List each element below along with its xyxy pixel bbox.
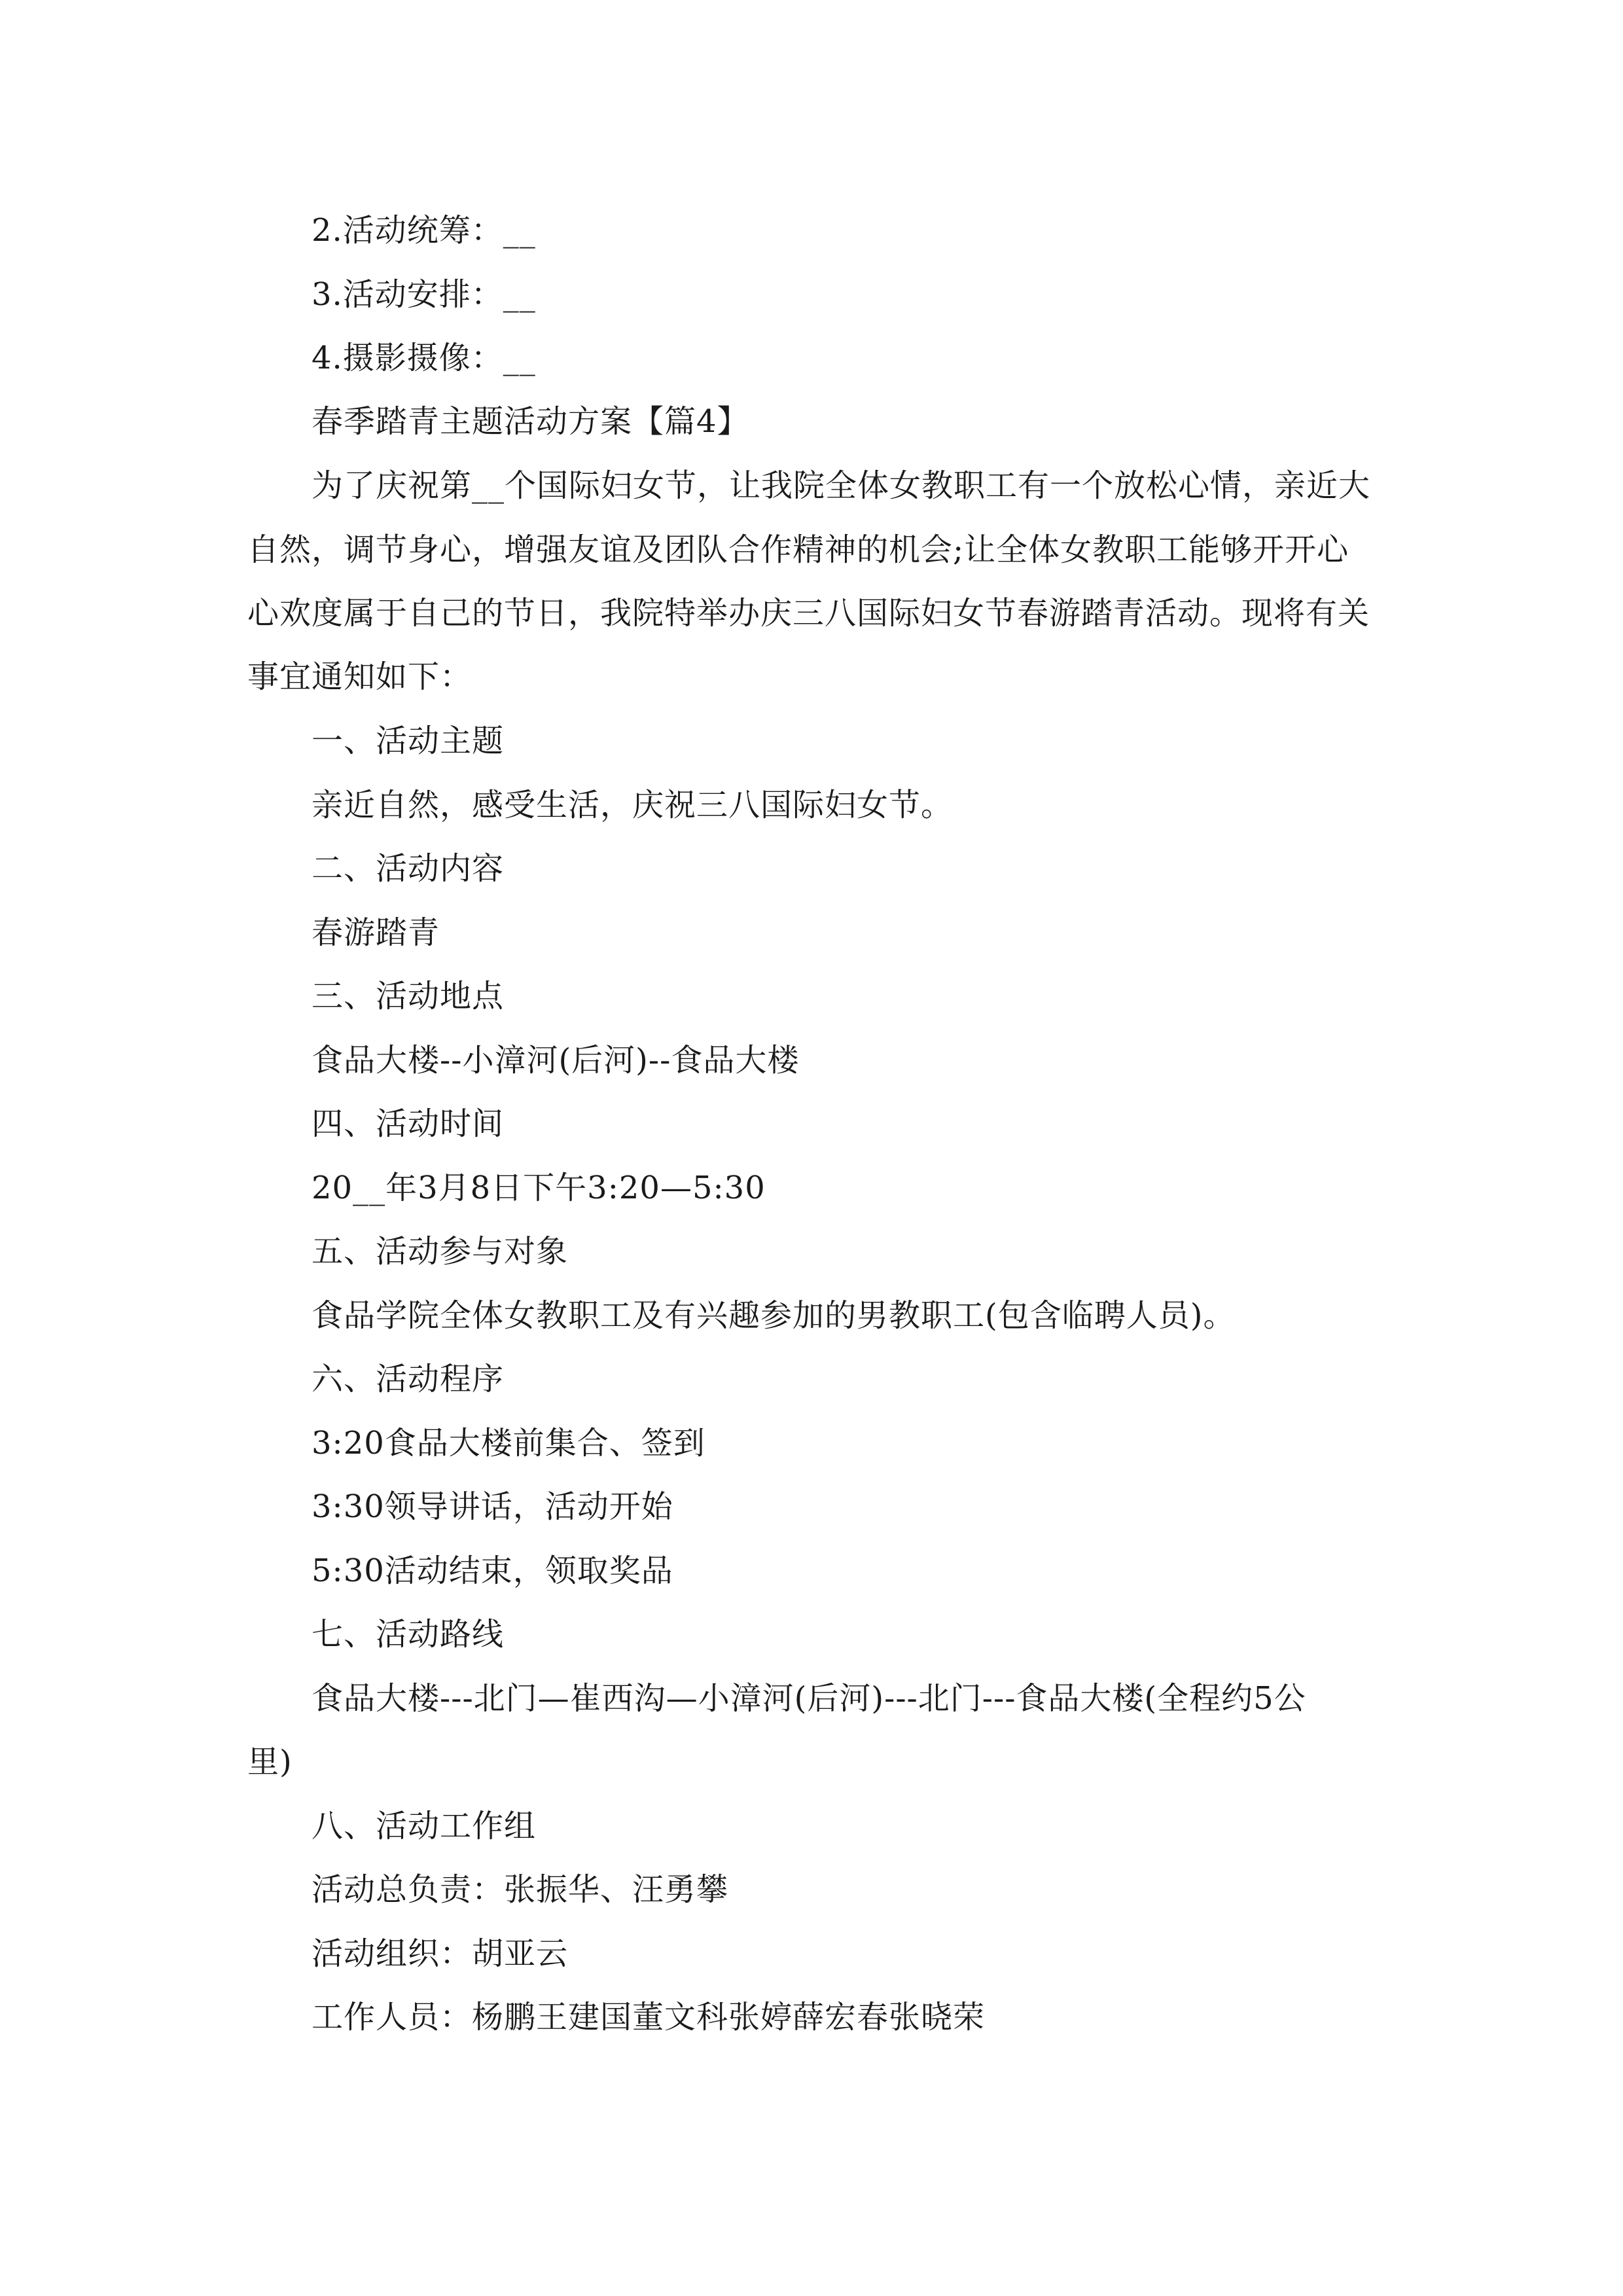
text-activity-content: 春游踏青 — [312, 914, 440, 951]
text-activity-location: 食品大楼--小漳河(后河)--食品大楼 — [312, 1042, 800, 1079]
program-item: 3:20食品大楼前集合、签到 — [312, 1425, 705, 1462]
text-staff: 工作人员：杨鹏王建国董文科张婷薛宏春张晓荣 — [312, 1999, 986, 2036]
text-organizer: 活动组织：胡亚云 — [312, 1935, 569, 1972]
text-participants: 食品学院全体女教职工及有兴趣参加的男教职工(包含临聘人员)。 — [312, 1297, 1236, 1334]
paragraph-line: 心欢度属于自己的节日，我院特举办庆三八国际妇女节春游踏青活动。现将有关 — [247, 595, 1370, 632]
heading-activity-time: 四、活动时间 — [312, 1105, 505, 1142]
heading-activity-location: 三、活动地点 — [312, 978, 505, 1014]
text-route-continued: 里) — [247, 1744, 293, 1780]
paragraph-line: 为了庆祝第__个国际妇女节，让我院全体女教职工有一个放松心情，亲近大 — [312, 467, 1371, 504]
text-route: 食品大楼---北门—崔西沟—小漳河(后河)---北门---食品大楼(全程约5公 — [312, 1680, 1306, 1717]
text-activity-theme: 亲近自然，感受生活，庆祝三八国际妇女节。 — [312, 787, 954, 823]
section-title: 春季踏青主题活动方案【篇4】 — [312, 403, 749, 440]
program-item: 3:30领导讲话，活动开始 — [312, 1488, 673, 1525]
paragraph-line: 事宜通知如下： — [247, 658, 473, 695]
heading-participants: 五、活动参与对象 — [312, 1233, 569, 1270]
heading-work-group: 八、活动工作组 — [312, 1808, 537, 1844]
list-item-photography: 4.摄影摄像：__ — [312, 340, 536, 376]
heading-activity-content: 二、活动内容 — [312, 850, 505, 887]
heading-route: 七、活动路线 — [312, 1616, 505, 1653]
heading-program: 六、活动程序 — [312, 1361, 505, 1397]
paragraph-line: 自然，调节身心，增强友谊及团队合作精神的机会;让全体女教职工能够开开心 — [247, 531, 1349, 568]
program-item: 5:30活动结束，领取奖品 — [312, 1552, 673, 1589]
list-item-activity-arrangement: 3.活动安排：__ — [312, 276, 536, 313]
text-lead-responsible: 活动总负责：张振华、汪勇攀 — [312, 1871, 729, 1908]
heading-activity-theme: 一、活动主题 — [312, 723, 505, 759]
list-item-activity-coordination: 2.活动统筹：__ — [312, 212, 536, 249]
text-activity-time: 20__年3月8日下午3:20—5:30 — [312, 1170, 766, 1206]
